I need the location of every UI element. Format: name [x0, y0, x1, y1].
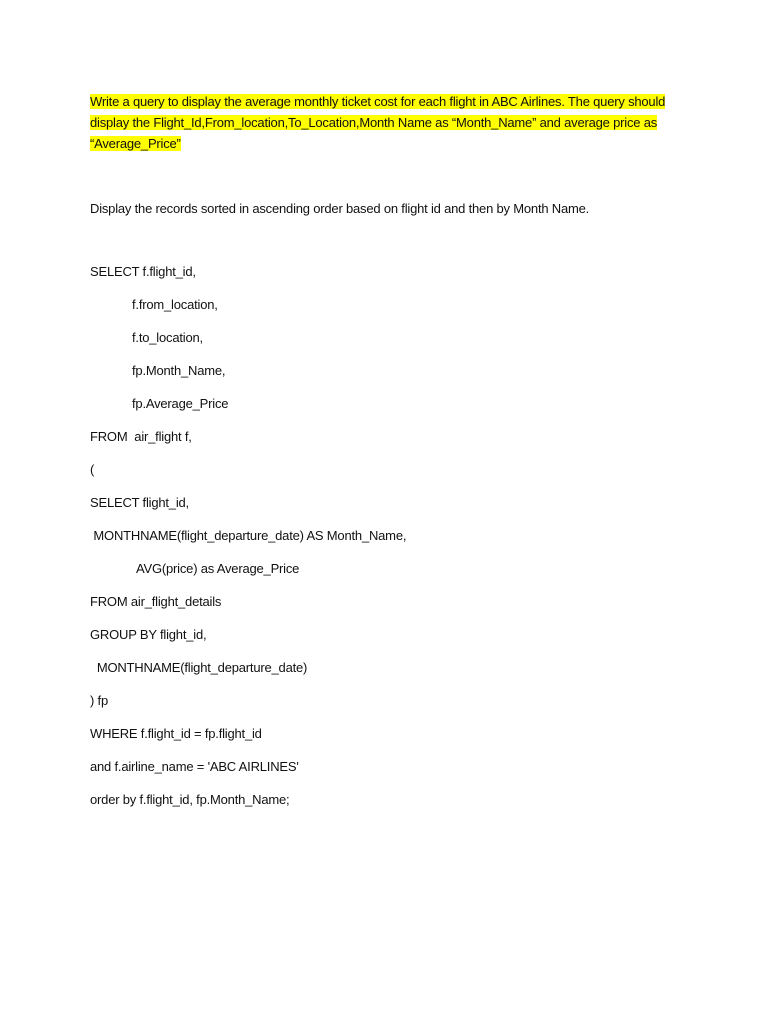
sql-line: SELECT flight_id, — [90, 495, 189, 510]
sql-line: AVG(price) as Average_Price — [136, 561, 300, 576]
sql-line: FROM air_flight_details — [90, 594, 222, 609]
sql-line: order by f.flight_id, fp.Month_Name; — [90, 792, 290, 807]
sql-line: FROM air_flight f, — [90, 429, 192, 444]
sql-line: f.from_location, — [132, 297, 218, 312]
sql-line: f.to_location, — [132, 330, 203, 345]
prompt-line: “Average_Price” — [90, 136, 181, 151]
sql-line: WHERE f.flight_id = fp.flight_id — [90, 726, 262, 741]
sql-line: and f.airline_name = 'ABC AIRLINES' — [90, 759, 299, 774]
sql-line: SELECT f.flight_id, — [90, 264, 196, 279]
sql-line: MONTHNAME(flight_departure_date) AS Month_Name, — [90, 528, 407, 543]
sql-line: fp.Average_Price — [132, 396, 229, 411]
prompt-line: display the Flight_Id,From_location,To_Location,Month Name as “Month_Name” and average price as — [90, 115, 658, 130]
sql-line: fp.Month_Name, — [132, 363, 226, 378]
sql-line: MONTHNAME(flight_departure_date) — [90, 660, 308, 675]
sql-line: ) fp — [90, 693, 108, 708]
sorting-instruction: Display the records sorted in ascending order based on flight id and then by Month Name. — [90, 201, 590, 216]
sql-line: GROUP BY flight_id, — [90, 627, 207, 642]
prompt-line: Write a query to display the average monthly ticket cost for each flight in ABC Airlines. The query should — [90, 94, 666, 109]
sql-line: ( — [90, 462, 95, 477]
highlighted-question — [90, 91, 690, 154]
